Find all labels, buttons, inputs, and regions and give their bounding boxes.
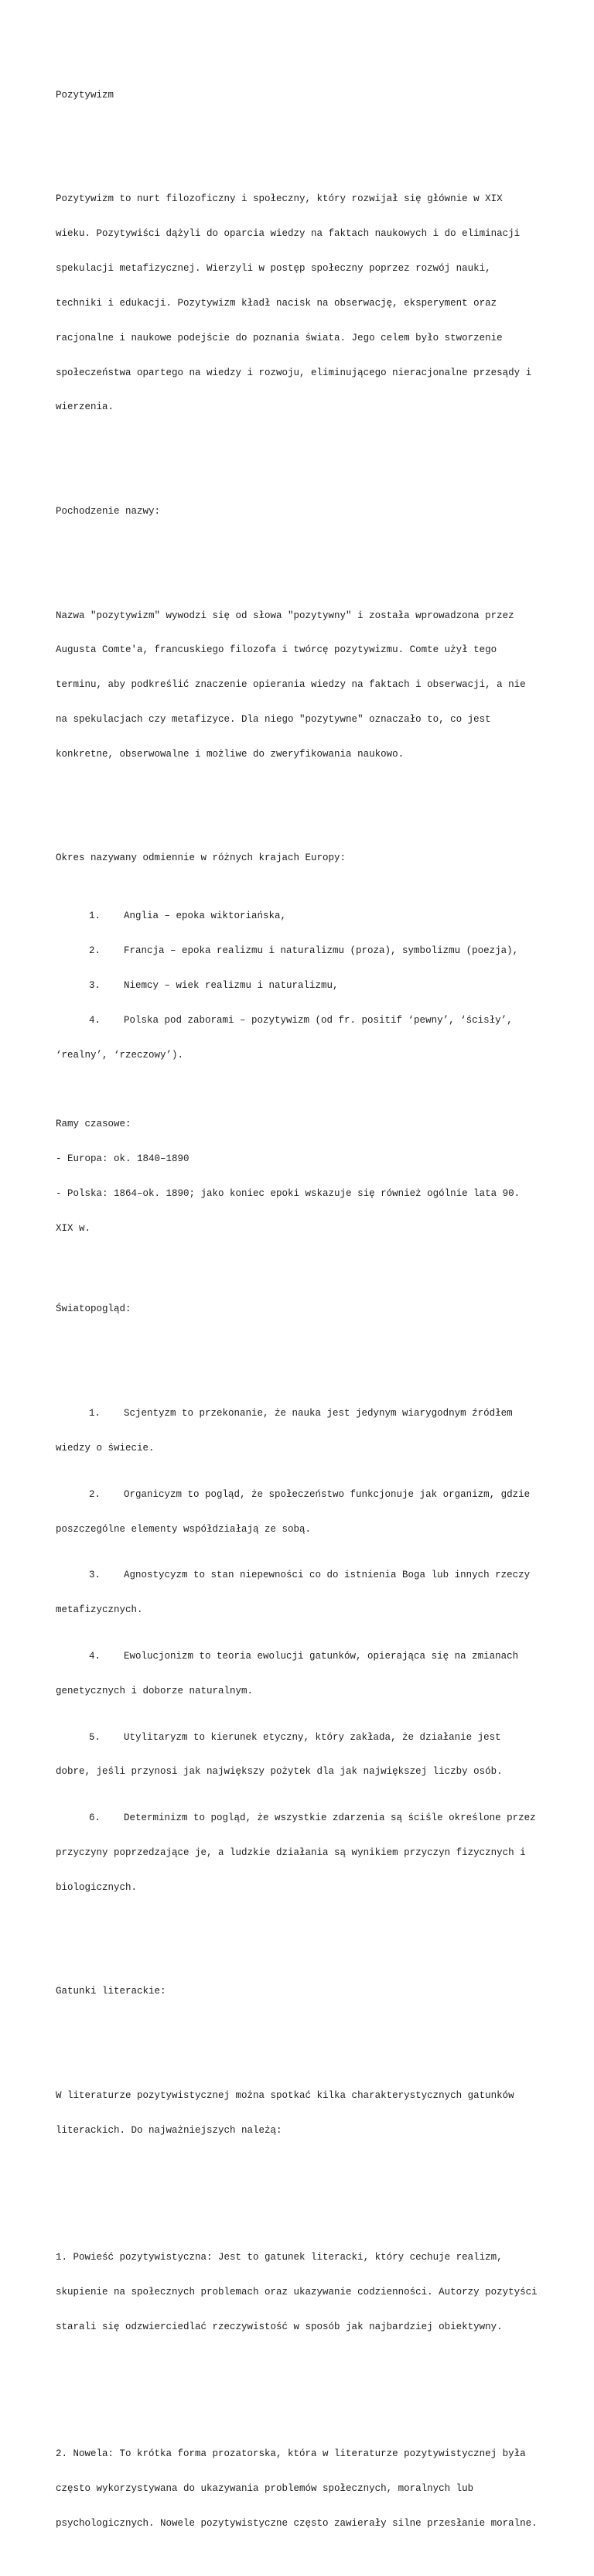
names-intro: Okres nazywany odmiennie w różnych krajach Europy: <box>56 852 346 864</box>
text-line: wieku. Pozytywiści dążyli do oparcia wiedzy na faktach naukowych i do eliminacji <box>56 228 521 240</box>
text-line: Augusta Comte'a, francuskiego filozofa i twórcę pozytywizmu. Comte użył tego <box>56 644 497 656</box>
genres-intro <box>56 2067 566 2160</box>
list-item-continuation: genetycznych i doborze naturalnym. <box>56 1685 254 1696</box>
spacer <box>56 125 566 136</box>
text-line: XIX w. <box>56 1222 91 1234</box>
list-number: 3. <box>89 1570 101 1581</box>
list-item-continuation: przyczyny poprzedzające je, a ludzkie działania są wynikiem przyczyn fizycznych i <box>56 1847 526 1859</box>
list-item <box>56 980 566 992</box>
list-number: 3. <box>89 979 101 991</box>
text-line: W literaturze pozytywistycznej można spotkać kilka charakterystycznych gatunków <box>56 2090 514 2102</box>
text-line: skupienie na społecznych problemach oraz ukazywanie codzienności. Autorzy pozytyści <box>56 2287 538 2298</box>
text-line: - Polska: 1864–ok. 1890; jako koniec epoki wskazuje się również ogólnie lata 90. <box>56 1188 521 1199</box>
list-number: 1. <box>89 1408 101 1420</box>
list-number: 6. <box>89 1812 101 1824</box>
spacer <box>56 541 566 552</box>
timeframe-heading: Ramy czasowe: <box>56 1119 131 1130</box>
worldview-list <box>56 1385 566 1917</box>
list-item <box>56 945 566 957</box>
spacer <box>56 2021 566 2032</box>
text-line: 2. Nowela: To krótka forma prozatorska, która w literaturze pozytywistycznej była <box>56 2448 526 2460</box>
text-line: psychologicznych. Nowele pozytywistyczne często zawierały silne przesłanie moralne. <box>56 2518 538 2530</box>
list-number: 2. <box>89 945 101 957</box>
list-item-text: Organicyzm to pogląd, że społeczeństwo funkcjonuje jak organizm, gdzie <box>124 1488 531 1500</box>
list-item-text: Polska pod zaborami – pozytywizm (od fr. positif ‘pewny’, ‘ścisły’, <box>124 1014 513 1026</box>
list-number: 5. <box>89 1731 101 1743</box>
list-number: 2. <box>89 1488 101 1500</box>
list-number: 4. <box>89 1014 101 1026</box>
text-line: terminu, aby podkreślić znaczenie opierania wiedzy na faktach i obserwacji, a nie <box>56 679 526 691</box>
spacer <box>56 460 566 471</box>
text-line: techniki i edukacji. Pozytywizm kładł nacisk na obserwację, eksperyment oraz <box>56 297 497 309</box>
origin-paragraph <box>56 587 566 784</box>
text-line: społeczeństwa opartego na wiedzy i rozwoju, eliminującego nieracjonalne przesądy i <box>56 367 532 378</box>
intro-paragraph <box>56 171 566 437</box>
list-item <box>56 1812 566 1824</box>
list-item-continuation: metafizycznych. <box>56 1604 143 1616</box>
text-line: konkretne, obserwowalne i możliwe do zweryfikowania naukowo. <box>56 748 405 760</box>
list-item <box>56 1651 566 1662</box>
spacer <box>56 807 566 818</box>
list-item <box>56 910 566 922</box>
list-item-text: Determinizm to pogląd, że wszystkie zdarzenia są ściśle określone przez <box>124 1812 536 1824</box>
list-number: 1. <box>89 910 101 922</box>
list-item-text: Agnostycyzm to stan niepewności co do istnienia Boga lub innych rzeczy <box>124 1570 531 1581</box>
list-item-text: Ewolucjonizm to teoria ewolucji gatunków, opierająca się na zmianach <box>124 1650 519 1662</box>
list-number: 4. <box>89 1650 101 1662</box>
document-title: Pozytywizm <box>56 89 114 101</box>
section-heading-origin: Pochodzenie nazwy: <box>56 506 161 518</box>
list-item-text: Francja – epoka realizmu i naturalizmu (proza), symbolizmu (poezja), <box>124 945 519 957</box>
genre-novel <box>56 2229 566 2356</box>
text-line: - Europa: ok. 1840–1890 <box>56 1153 189 1165</box>
list-item <box>56 1408 566 1420</box>
genre-short-story <box>56 2426 566 2553</box>
names-list <box>56 887 566 1084</box>
list-item-continuation: biologicznych. <box>56 1881 138 1893</box>
list-item-continuation: wiedzy o świecie. <box>56 1442 155 1454</box>
text-line: Nazwa "pozytywizm" wywodzi się od słowa "pozytywny" i została wprowadzona przez <box>56 610 514 621</box>
list-item-text: Anglia – epoka wiktoriańska, <box>124 910 287 922</box>
list-item-continuation: poszczególne elementy współdziałają ze sobą. <box>56 1523 312 1535</box>
text-line: Pozytywizm to nurt filozoficzny i społeczny, który rozwijał się głównie w XIX <box>56 193 503 205</box>
text-line: racjonalne i naukowe podejście do poznania świata. Jego celem było stworzenie <box>56 332 503 343</box>
list-item-continuation: ‘realny’, ‘rzeczowy’). <box>56 1049 184 1061</box>
text-line: wierzenia. <box>56 401 114 413</box>
document-page <box>56 55 566 2576</box>
list-item-continuation: dobre, jeśli przynosi jak największy pożytek dla jak największej liczby osób. <box>56 1766 503 1778</box>
text-line: starali się odzwierciedlać rzeczywistość w sposób jak najbardziej obiektywny. <box>56 2321 503 2332</box>
list-item <box>56 1489 566 1501</box>
spacer <box>56 1940 566 1952</box>
text-line: literackich. Do najważniejszych należą: <box>56 2124 282 2136</box>
spacer <box>56 2380 566 2391</box>
list-item-text: Utylitaryzm to kierunek etyczny, który zakłada, że działanie jest <box>124 1731 501 1743</box>
list-item <box>56 1570 566 1581</box>
section-heading-worldview: Światopogląd: <box>56 1303 131 1315</box>
section-heading-genres: Gatunki literackie: <box>56 1986 166 1997</box>
text-line: 1. Powieść pozytywistyczna: Jest to gatunek literacki, który cechuje realizm, <box>56 2252 503 2263</box>
text-line: często wykorzystywana do ukazywania problemów społecznych, moralnych lub <box>56 2483 474 2495</box>
list-item-text: Niemcy – wiek realizmu i naturalizmu, <box>124 979 339 991</box>
list-item-text: Scjentyzm to przekonanie, że nauka jest jedynym wiarygodnym źródłem <box>124 1408 513 1420</box>
spacer <box>56 1338 566 1350</box>
text-line: na spekulacjach czy metafizyce. Dla niego "pozytywne" oznaczało to, co jest <box>56 714 491 726</box>
text-line: spekulacji metafizycznej. Wierzyli w postęp społeczny poprzez rozwój nauki, <box>56 263 491 275</box>
list-item <box>56 1732 566 1744</box>
spacer <box>56 1258 566 1269</box>
list-item <box>56 1015 566 1027</box>
spacer <box>56 2183 566 2195</box>
